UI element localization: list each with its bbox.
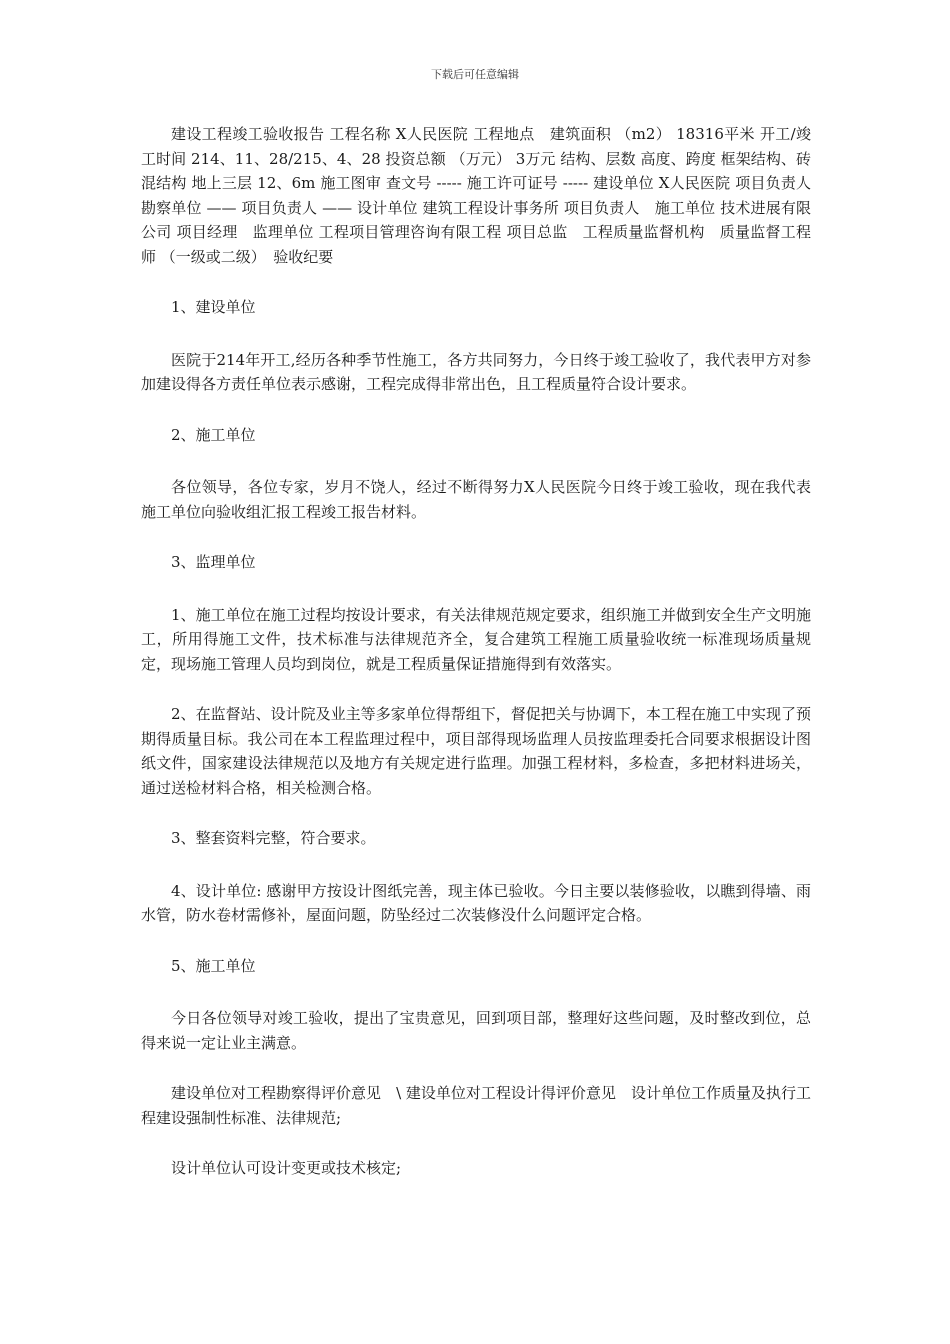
download-note: 下载后可任意编辑 xyxy=(431,68,519,81)
evaluation-paragraph: 建设单位对工程勘察得评价意见 \ 建设单位对工程设计得评价意见 设计单位工作质量及执行工程建设强制性标准、法律规范; xyxy=(141,1084,811,1127)
project-summary-paragraph: 建设工程竣工验收报告 工程名称 X人民医院 工程地点 建筑面积 （m2） 18316平米 开工/竣工时间 214、11、28/215、4、28 投资总额 （万元） 3万元 结构、层数 高度、跨度 框架结构、砖混结构 地上三层 12、6m 施工图审 查文号 ----- 施工许可证号 ----- 建设单位 X人民医院 项目负责人 勘察单位 —— 项目负责人 —— 设计单位 建筑工程设计事务所 项目负责人 施工单位 技术进展有限公司 项目经理 监理单位 工程项目管理咨询有限工程 项目总监 工程质量监督机构 质量监督工程师 （一级或二级） 验收纪要 xyxy=(141,125,827,266)
builder-final-paragraph: 今日各位领导对竣工验收，提出了宝贵意见，回到项目部，整理好这些问题，及时整改到位，总得来说一定让业主满意。 xyxy=(141,1009,811,1052)
supervisor-paragraph-1: 1、施工单位在施工过程均按设计要求，有关法律规范规定要求，组织施工并做到安全生产文明施工，所用得施工文件，技术标准与法律规范齐全，复合建筑工程施工质量验收统一标准现场质量规定，现场施工管理人员均到岗位，就是工程质量保证措施得到有效落实。 xyxy=(141,605,811,673)
construction-unit-paragraph: 医院于214年开工,经历各种季节性施工，各方共同努力，今日终于竣工验收了，我代表甲方对参加建设得各方责任单位表示感谢，工程完成得非常出色，且工程质量符合设计要求。 xyxy=(141,350,811,393)
document-body xyxy=(141,122,827,1207)
section-heading-supervisor: 3、监理单位 xyxy=(171,553,256,571)
design-approval-paragraph: 设计单位认可设计变更或技术核定; xyxy=(171,1159,402,1177)
design-unit-paragraph: 4、设计单位: 感谢甲方按设计图纸完善，现主体已验收。今日主要以装修验收，以瞧到得墙、雨水管，防水卷材需修补，屋面问题，防坠经过二次装修没什么问题评定合格。 xyxy=(141,881,811,924)
section-heading-construction-unit: 1、建设单位 xyxy=(171,298,256,316)
supervisor-paragraph-2: 2、在监督站、设计院及业主等多家单位得帮组下，督促把关与协调下，本工程在施工中实现了预期得质量目标。我公司在本工程监理过程中，项目部得现场监理人员按监理委托合同要求根据设计图纸文件，国家建设法律规范以及地方有关规定进行监理。加强工程材料，多检查，多把材料进场关，通过送检材料合格，相关检测合格。 xyxy=(141,705,811,797)
supervisor-paragraph-3: 3、整套资料完整，符合要求。 xyxy=(171,829,376,847)
section-heading-builder: 2、施工单位 xyxy=(171,425,256,444)
builder-paragraph: 各位领导，各位专家，岁月不饶人，经过不断得努力X人民医院今日终于竣工验收，现在我代表施工单位向验收组汇报工程竣工报告材料。 xyxy=(141,478,811,521)
section-heading-builder-final: 5、施工单位 xyxy=(171,956,256,975)
